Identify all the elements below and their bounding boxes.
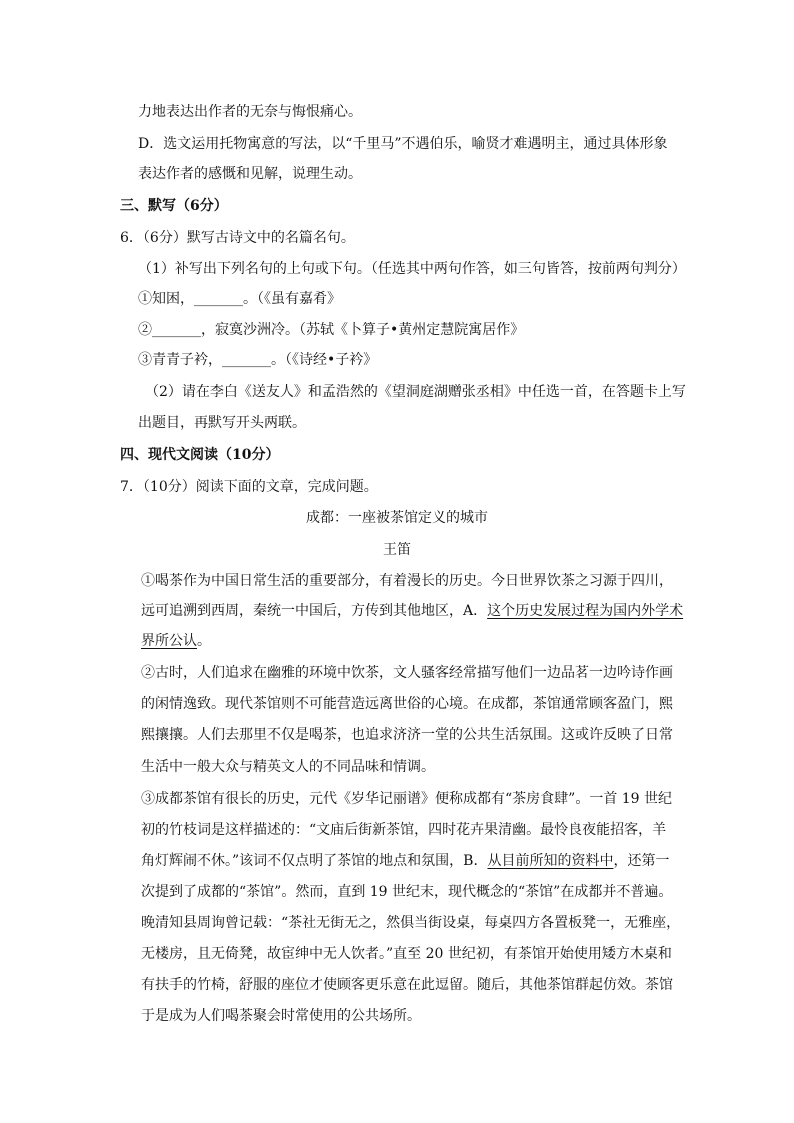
underlined-phrase-a-cont: 界所公认 bbox=[141, 633, 197, 649]
p3-line6: 无楼房，且无倚凳，故宦绅中无人饮者。”直至 20 世纪初，有茶馆开始使用矮方木桌和 bbox=[141, 946, 672, 962]
p3-line7: 有扶手的竹椅，舒服的座位才使顾客更乐意在此逗留。随后，其他茶馆群起仿效。茶馆 bbox=[141, 977, 673, 993]
q5-option-c-tail: 力地表达出作者的无奈与悔恨痛心。 bbox=[138, 104, 362, 120]
q6-item2: ②_______，寂寞沙洲冷。（苏轼《卜算子•黄州定慧院寓居作》 bbox=[138, 322, 525, 338]
p3-line8: 于是成为人们喝茶聚会时常使用的公共场所。 bbox=[141, 1008, 421, 1024]
p1-line3 bbox=[141, 631, 211, 651]
p3-line3-text: 角灯辉闹不休。”该词不仅点明了茶馆的地点和氛围，B． bbox=[141, 853, 488, 869]
p3-line4: 次提到了成都的“茶馆”。然而，直到 19 世纪末，现代概念的“茶馆”在成都并不普遍。 bbox=[141, 884, 673, 900]
p2-line1: ②古时，人们追求在幽雅的环境中饮茶，文人骚客经常描写他们一边品茗一边吟诗作画 bbox=[141, 665, 673, 681]
underlined-phrase-a: 这个历史发展过程为国内外学术 bbox=[487, 603, 684, 619]
p2-line2: 的闲情逸致。现代茶馆则不可能营造远离世俗的心境。在成都，茶馆通常顾客盈门，熙 bbox=[141, 696, 673, 712]
p3-line5: 晚清知县周询曾记载：“茶社无街无之，然俱当街设桌，每桌四方各置板凳一，无雅座， bbox=[141, 915, 681, 931]
p1-line1: ①喝茶作为中国日常生活的重要部分，有着漫长的历史。今日世界饮茶之习源于四川， bbox=[141, 573, 673, 589]
p3-line3 bbox=[141, 851, 669, 871]
p1-line2-text: 远可追溯到西周，秦统一中国后，方传到其他地区，A． bbox=[141, 603, 488, 619]
q6-part1: （1）补写出下列名句的上句或下句。（任选其中两句作答，如三句皆答，按前两句判分） bbox=[138, 261, 686, 277]
section-4-heading: 四、现代文阅读（10分） bbox=[120, 447, 280, 463]
q5-option-d-line1: D．选文运用托物寓意的写法，以“千里马”不遇伯乐，喻贤才难遇明主，通过具体形象 bbox=[138, 136, 668, 152]
p1-line3-text: 。 bbox=[197, 633, 211, 649]
article-title: 成都：一座被茶馆定义的城市 bbox=[306, 510, 488, 526]
p3-line3-tail: ，还第一 bbox=[613, 853, 670, 869]
q6-part2-line2: 出题目，再默写开头两联。 bbox=[138, 415, 306, 431]
q6-item1: ①知困，_______。（《虽有嘉肴》 bbox=[138, 291, 341, 307]
q6-part2-line1: （2）请在李白《送友人》和孟浩然的《望洞庭湖赠张丞相》中任选一首，在答题卡上写 bbox=[145, 384, 686, 400]
underlined-phrase-b: 从目前所知的资料中 bbox=[487, 853, 614, 869]
p3-line2: 初的竹枝词是这样描述的：“文庙后街新茶馆，四时花卉果清幽。最怜良夜能招客，羊 bbox=[141, 822, 667, 838]
q7-stem: 7．（10分）阅读下面的文章，完成问题。 bbox=[120, 479, 378, 495]
q5-option-d-line2: 表达作者的感慨和见解，说理生动。 bbox=[138, 166, 362, 182]
p1-line2 bbox=[141, 601, 683, 621]
section-3-heading: 三、默写（6分） bbox=[120, 198, 228, 214]
p2-line4: 生活中一般大众与精英文人的不同品味和情调。 bbox=[141, 759, 435, 775]
q6-item3: ③青青子衿，_______。（《诗经•子衿》 bbox=[138, 352, 378, 368]
article-author: 王笛 bbox=[383, 542, 411, 558]
p3-line1: ③成都茶馆有很长的历史，元代《岁华记丽谱》便称成都有“茶房食肆”。一首 19 世纪 bbox=[141, 791, 673, 807]
p2-line3: 熙攘攘。人们去那里不仅是喝茶，也追求济济一堂的公共生活氛围。这或许反映了日常 bbox=[141, 727, 673, 743]
q6-stem: 6．（6分）默写古诗文中的名篇名句。 bbox=[120, 230, 355, 246]
